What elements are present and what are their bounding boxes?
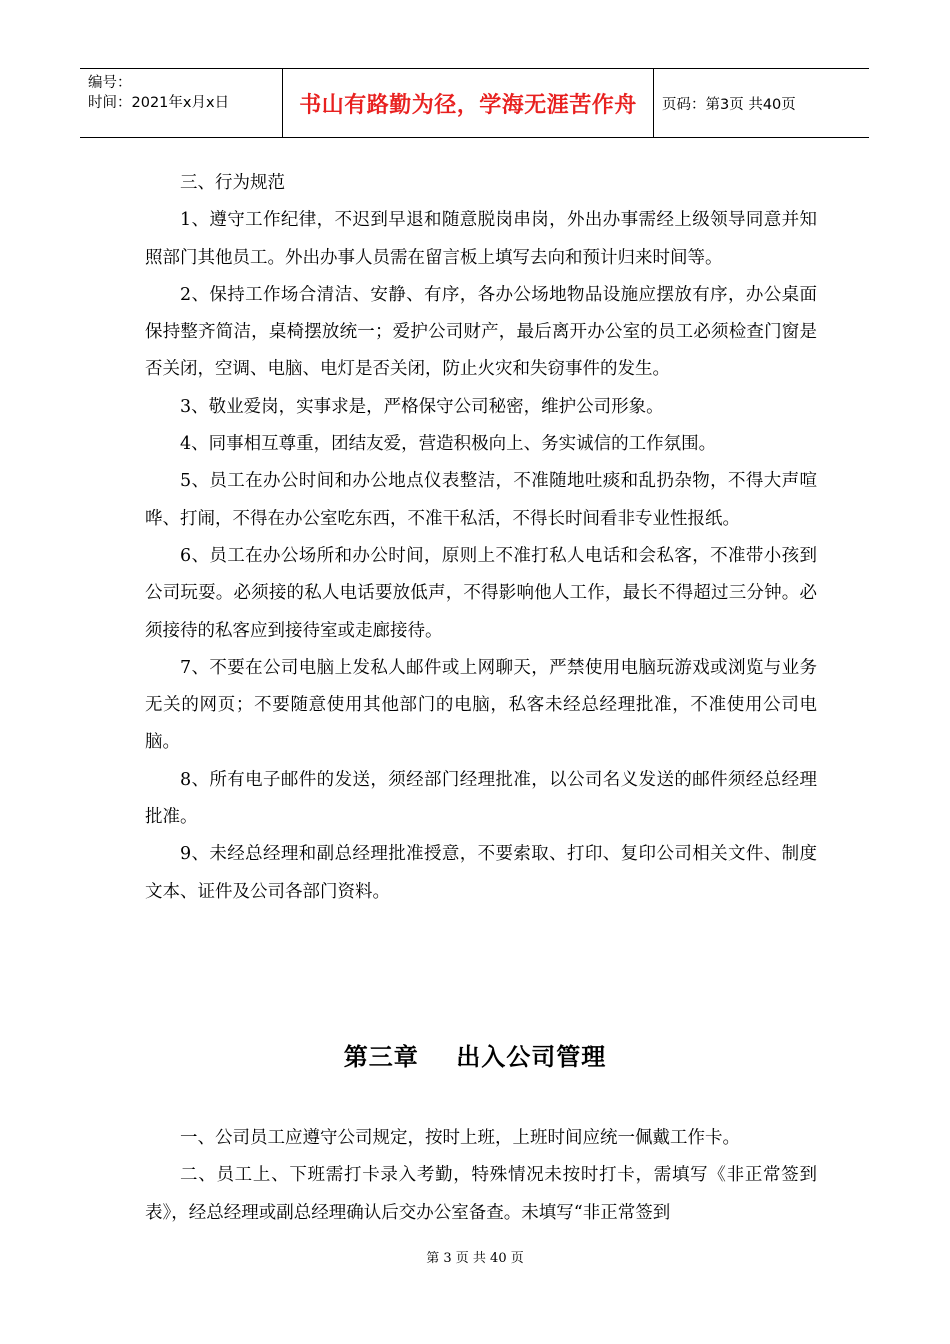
paragraph: 7、不要在公司电脑上发私人邮件或上网聊天，严禁使用电脑玩游戏或浏览与业务无关的网页；不要随意使用其他部门的电脑，私客未经总经理批准，不准使用公司电脑。 <box>145 657 817 753</box>
document-date: 时间：2021年x月x日 <box>88 95 230 111</box>
section-behavior-norms <box>145 165 817 911</box>
paragraph: 6、员工在办公场所和办公时间，原则上不准打私人电话和会私客，不准带小孩到公司玩耍。必须接的私人电话要放低声，不得影响他人工作，最长不得超过三分钟。必须接待的私客应到接待室或走廊接待。 <box>145 545 817 641</box>
paragraph: 二、员工上、下班需打卡录入考勤，特殊情况未按时打卡，需填写《非正常签到表》，经总经理或副总经理确认后交办公室备查。未填写“非正常签到 <box>145 1165 817 1223</box>
paragraph: 4、同事相互尊重，团结友爱，营造积极向上、务实诚信的工作氛围。 <box>180 434 717 455</box>
chapter-three-body <box>145 1120 817 1232</box>
paragraph: 一、公司员工应遵守公司规定，按时上班，上班时间应统一佩戴工作卡。 <box>180 1128 740 1148</box>
paragraph: 5、员工在办公时间和办公地点仪表整洁，不准随地吐痰和乱扔杂物，不得大声喧哗、打闹，不得在办公室吃东西，不准干私活，不得长时间看非专业性报纸。 <box>145 471 817 529</box>
paragraph: 9、未经总经理和副总经理批准授意，不要索取、打印、复印公司相关文件、制度文本、证件及公司各部门资料。 <box>145 844 817 902</box>
paragraph: 2、保持工作场合清洁、安静、有序，各办公场地物品设施应摆放有序，办公桌面保持整齐简洁，桌椅摆放统一；爱护公司财产，最后离开办公室的员工必须检查门窗是否关闭，空调、电脑、电灯是否关闭，防止火灾和失窃事件的发生。 <box>145 284 817 380</box>
document-number-label: 编号： <box>88 75 132 91</box>
header-meta <box>80 69 282 137</box>
header-motto: 书山有路勤为径，学海无涯苦作舟 <box>282 69 654 137</box>
section-heading: 三、行为规范 <box>180 173 285 193</box>
chapter-title: 第三章 出入公司管理 <box>343 1043 607 1071</box>
paragraph: 1、遵守工作纪律，不迟到早退和随意脱岗串岗，外出办事需经上级领导同意并知照部门其他员工。外出办事人员需在留言板上填写去向和预计归来时间等。 <box>145 210 817 268</box>
paragraph: 8、所有电子邮件的发送，须经部门经理批准，以公司名义发送的邮件须经总经理批准。 <box>145 769 817 828</box>
paragraph: 3、敬业爱岗，实事求是，严格保守公司秘密，维护公司形象。 <box>180 396 664 417</box>
page-header <box>80 68 869 138</box>
header-page-code: 页码：第3页 共40页 <box>662 96 796 113</box>
page-footer: 第 3 页 共 40 页 <box>426 1251 524 1266</box>
